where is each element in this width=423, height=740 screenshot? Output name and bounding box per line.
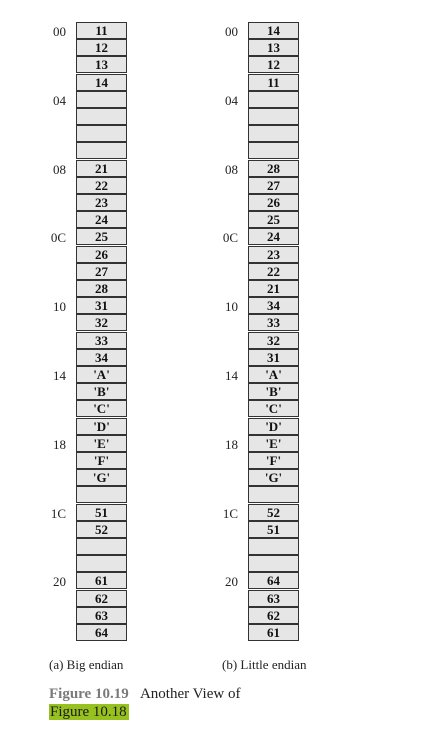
address-label: 18 (225, 436, 238, 452)
memory-cell: 'G' (76, 469, 127, 486)
memory-row (0, 572, 200, 589)
memory-row (0, 22, 200, 39)
memory-cell (248, 108, 299, 125)
memory-row (0, 314, 200, 331)
memory-cell: 'F' (76, 452, 127, 469)
memory-row (172, 400, 372, 417)
address-label: 0C (50, 230, 66, 246)
memory-row (0, 383, 200, 400)
memory-row (172, 504, 372, 521)
memory-cell: 51 (76, 504, 127, 521)
memory-row (0, 400, 200, 417)
memory-row (172, 228, 372, 245)
memory-row (0, 177, 200, 194)
memory-cell: 13 (76, 56, 127, 73)
memory-row (172, 452, 372, 469)
memory-row (172, 280, 372, 297)
memory-cell: 26 (248, 194, 299, 211)
address-label: 04 (53, 92, 66, 108)
memory-row (0, 74, 200, 91)
memory-row (172, 177, 372, 194)
memory-row (0, 108, 200, 125)
memory-row (172, 418, 372, 435)
figure-label: Figure 10.19 (49, 686, 129, 702)
memory-cell (76, 555, 127, 572)
address-label: 1C (50, 505, 66, 521)
memory-cell (248, 91, 299, 108)
memory-row (0, 91, 200, 108)
memory-cell: 62 (76, 590, 127, 607)
memory-cell (248, 125, 299, 142)
memory-row (172, 624, 372, 641)
memory-row (0, 194, 200, 211)
memory-cell: 21 (248, 280, 299, 297)
address-label: 18 (53, 436, 66, 452)
memory-cell: 24 (248, 228, 299, 245)
memory-row (172, 56, 372, 73)
address-label: 14 (225, 368, 238, 383)
memory-cell: 33 (76, 332, 127, 349)
memory-row (0, 125, 200, 142)
memory-cell: 21 (76, 160, 127, 177)
memory-cell: 62 (248, 607, 299, 624)
memory-row (0, 504, 200, 521)
figure-caption (49, 685, 349, 721)
memory-row (172, 486, 372, 503)
memory-cell (76, 91, 127, 108)
memory-cell: 12 (248, 56, 299, 73)
memory-cell: 14 (248, 22, 299, 39)
memory-row (0, 297, 200, 314)
memory-cell: 27 (76, 263, 127, 280)
memory-cell: 64 (248, 572, 299, 589)
memory-cell: 'E' (76, 435, 127, 452)
memory-row (0, 590, 200, 607)
memory-cell: 'C' (76, 400, 127, 417)
memory-cell: 63 (76, 607, 127, 624)
memory-cell: 11 (248, 74, 299, 91)
memory-row (172, 297, 372, 314)
address-label: 10 (225, 299, 238, 315)
little-endian-caption: (b) Little endian (222, 657, 307, 672)
memory-cell: 27 (248, 177, 299, 194)
memory-row (172, 160, 372, 177)
memory-cell (248, 555, 299, 572)
memory-cell: 28 (248, 160, 299, 177)
memory-row (172, 194, 372, 211)
memory-row (172, 383, 372, 400)
memory-cell: 52 (76, 521, 127, 538)
address-label: 08 (53, 161, 66, 177)
memory-row (172, 435, 372, 452)
memory-row (0, 418, 200, 435)
memory-row (172, 332, 372, 349)
memory-row (0, 469, 200, 486)
memory-row (172, 572, 372, 589)
memory-cell: 31 (76, 297, 127, 314)
memory-cell: 64 (76, 624, 127, 641)
memory-row (0, 228, 200, 245)
memory-cell: 'D' (76, 418, 127, 435)
memory-row (0, 39, 200, 56)
address-label: 0C (222, 230, 238, 246)
memory-row (0, 332, 200, 349)
memory-row (172, 521, 372, 538)
memory-row (172, 607, 372, 624)
memory-row (0, 624, 200, 641)
memory-cell: 14 (76, 74, 127, 91)
memory-row (172, 91, 372, 108)
memory-cell: 'A' (76, 366, 127, 383)
memory-cell: 63 (248, 590, 299, 607)
memory-cell: 34 (248, 297, 299, 314)
address-label: 20 (225, 574, 238, 590)
memory-cell (248, 486, 299, 503)
memory-cell: 13 (248, 39, 299, 56)
memory-cell: 28 (76, 280, 127, 297)
memory-row (172, 246, 372, 263)
memory-row (0, 142, 200, 159)
memory-row (0, 211, 200, 228)
address-label: 14 (53, 368, 66, 383)
memory-cell: 'G' (248, 469, 299, 486)
memory-cell: 24 (76, 211, 127, 228)
big-endian-caption: (a) Big endian (49, 657, 124, 672)
memory-row (0, 607, 200, 624)
address-label: 00 (53, 24, 66, 39)
memory-row (172, 590, 372, 607)
memory-row (172, 538, 372, 555)
memory-row (172, 314, 372, 331)
address-label: 10 (53, 299, 66, 315)
memory-cell: 'C' (248, 400, 299, 417)
memory-cell: 'B' (248, 383, 299, 400)
memory-cell: 52 (248, 504, 299, 521)
memory-cell: 33 (248, 314, 299, 331)
memory-cell: 22 (248, 263, 299, 280)
memory-cell: 23 (76, 194, 127, 211)
figure-reference-link[interactable]: Figure 10.18 (50, 704, 127, 720)
figure-title: Another View of (139, 686, 241, 702)
address-label: 1C (222, 505, 238, 521)
memory-cell (76, 125, 127, 142)
memory-row (0, 435, 200, 452)
memory-cell: 'F' (248, 452, 299, 469)
memory-row (0, 349, 200, 366)
memory-row (172, 555, 372, 572)
address-label: 08 (225, 161, 238, 177)
address-label: 00 (225, 24, 238, 39)
memory-row (0, 486, 200, 503)
memory-row (0, 56, 200, 73)
memory-cell: 32 (248, 332, 299, 349)
memory-cell: 'B' (76, 383, 127, 400)
memory-row (0, 521, 200, 538)
memory-row (172, 263, 372, 280)
memory-row (0, 555, 200, 572)
memory-row (172, 142, 372, 159)
memory-row (172, 125, 372, 142)
memory-cell: 22 (76, 177, 127, 194)
memory-row (172, 349, 372, 366)
memory-row (0, 280, 200, 297)
memory-cell: 34 (76, 349, 127, 366)
memory-cell: 61 (76, 572, 127, 589)
memory-cell: 'E' (248, 435, 299, 452)
memory-cell: 31 (248, 349, 299, 366)
memory-cell: 51 (248, 521, 299, 538)
memory-cell (248, 142, 299, 159)
memory-row (172, 22, 372, 39)
memory-row (0, 246, 200, 263)
memory-row (0, 366, 200, 383)
memory-cell (248, 538, 299, 555)
memory-cell: 'D' (248, 418, 299, 435)
memory-cell: 61 (248, 624, 299, 641)
memory-cell: 12 (76, 39, 127, 56)
memory-row (172, 211, 372, 228)
address-label: 20 (53, 574, 66, 590)
memory-cell: 11 (76, 22, 127, 39)
memory-cell: 25 (76, 228, 127, 245)
memory-row (0, 452, 200, 469)
memory-row (172, 74, 372, 91)
memory-cell: 'A' (248, 366, 299, 383)
memory-row (0, 160, 200, 177)
memory-row (172, 366, 372, 383)
memory-cell: 32 (76, 314, 127, 331)
memory-cell (76, 142, 127, 159)
memory-cell (76, 108, 127, 125)
memory-row (172, 39, 372, 56)
memory-row (172, 469, 372, 486)
memory-cell: 25 (248, 211, 299, 228)
memory-row (0, 538, 200, 555)
memory-cell (76, 538, 127, 555)
memory-cell: 23 (248, 246, 299, 263)
memory-cell (76, 486, 127, 503)
memory-cell: 26 (76, 246, 127, 263)
memory-row (0, 263, 200, 280)
address-label: 04 (225, 92, 238, 108)
memory-row (172, 108, 372, 125)
